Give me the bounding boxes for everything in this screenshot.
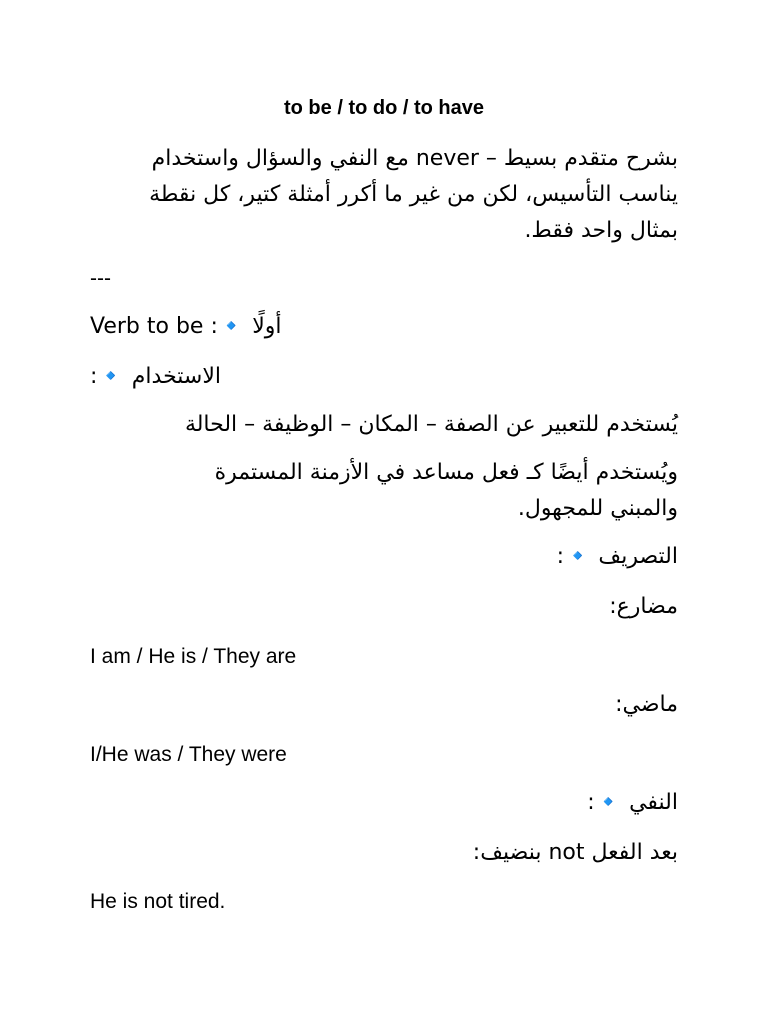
- negation-example: He is not tired.: [90, 890, 226, 913]
- usage-line-3: والمبني للمجهول.: [517, 496, 678, 521]
- negation-label: النفي 🔹:: [587, 790, 678, 815]
- section-heading-verb-to-be: أولًا 🔹: Verb to be: [90, 314, 282, 339]
- negation-rule: بعد الفعل not بنضيف:: [472, 840, 678, 865]
- usage-label: الاستخدام 🔹:: [90, 364, 222, 389]
- separator: ---: [90, 267, 111, 290]
- present-label: مضارع:: [609, 594, 678, 619]
- document-title: to be / to do / to have: [284, 97, 484, 119]
- intro-line-1: بشرح متقدم بسيط – never مع النفي والسؤال واستخدام: [151, 146, 678, 171]
- usage-line-1: يُستخدم للتعبير عن الصفة – المكان – الوظيفة – الحالة: [184, 412, 678, 437]
- present-example: I am / He is / They are: [90, 645, 297, 668]
- usage-line-2: ويُستخدم أيضًا كـ فعل مساعد في الأزمنة المستمرة: [214, 460, 678, 485]
- intro-line-2: يناسب التأسيس، لكن من غير ما أكرر أمثلة كتير، كل نقطة: [149, 182, 678, 207]
- past-example: I/He was / They were: [90, 743, 287, 766]
- intro-line-3: بمثال واحد فقط.: [524, 218, 678, 243]
- conjugation-label: التصريف 🔹:: [556, 544, 678, 569]
- past-label: ماضي:: [615, 692, 678, 717]
